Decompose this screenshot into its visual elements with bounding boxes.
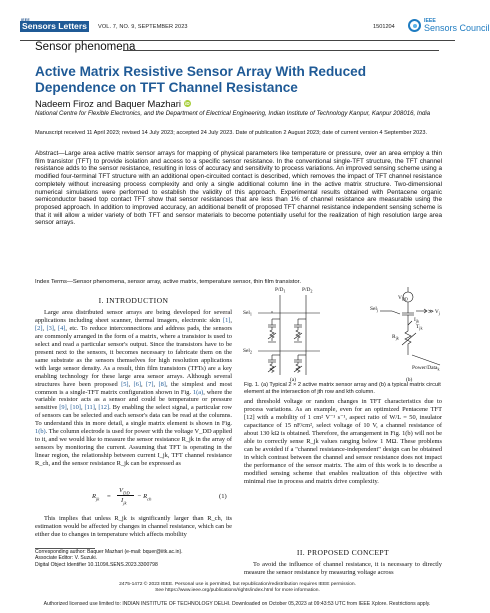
copyright-line: 2475-1472 © 2023 IEEE. Personal use is permitted, but republication/redistribution requires IEEE permission.	[119, 582, 356, 587]
citation-link[interactable]: [10]	[70, 404, 81, 412]
selj-label: Sel$_j$	[370, 306, 379, 313]
citation-link[interactable]: [12]	[98, 404, 110, 412]
affiliation: National Centre for Flexible Electronics, and the Department of Electrical Engineering, Indian Institute of Technology Kanpur, Kanpur 208016, India	[35, 110, 431, 117]
citation-link[interactable]: [7]	[146, 380, 154, 388]
citation-link[interactable]: [1]	[222, 316, 231, 324]
authors: Nadeem Firoz and Baquer Mazhari	[35, 98, 181, 109]
citation-link[interactable]: [4]	[57, 324, 66, 332]
orcid-icon[interactable]: iD	[185, 101, 190, 106]
sensors-council-logo	[408, 16, 490, 36]
sel1-label: Sel$_1$	[243, 310, 252, 317]
copyright-notice	[20, 582, 455, 594]
right-column-paragraph: and threshold voltage or random changes in TFT characteristics due to process variations. As an example, even for an optimized Pentacene TFT [12] with a mobility of 1 cm² V⁻¹ s⁻¹, aspect ratio of W/L = 50, insulator capacitance of 15 nF/cm², select voltage of 10 V, a channel resistance of about 130 kΩ is obtained. Therefore, the arrangement in Fig. 1(b) will not be able to correctly sense R_jk values ranging below 1 MΩ. These problems can be avoided if a "channel resistance-independent" design can be obtained in which contrast between the channel and sensor resistance does not impact the performance of the sensor matrix. The aim of this work is to describe a modified sensing scheme that enables realization of this objective with minimal rise in process and matrix drive complexity.	[244, 398, 442, 485]
footnotes	[35, 549, 230, 568]
abstract: Abstract—Large area active matrix sensor arrays for mapping of physical parameters like temperature or pressure, over an area employ a thin film transistor (TFT) to provide isolation and access to a specific sensor resistance. In the conventional single-TFT structure, the TFT channel resistance adds to the sensor resistance, resulting in loss of accuracy and sensitivity to process variations. An improved sensing scheme using a modified four-terminal TFT structure with an additional open-circuited contact is described, which removes the impact of TFT channel resistance completely without increasing process complexity and only a single additional column line in the active matrix structure. Two-dimensional numerical simulations were performed to establish the validity of this approach. Experimental results obtained with Pentacene organic semiconductor based top contact TFT show that sensor resistances that are less than 1% of channel resistance are measurable using the proposed approach. In addition to improved accuracy, an additional benefit of proposed TFT channel resistance independent sensing scheme is that it will allow a wider variety of both TFT and sensor materials to become potentially useful for the realization of high resolution large area sensor arrays.	[35, 150, 442, 227]
sel2-label: Sel$_2$	[243, 348, 252, 355]
intro-paragraph-1: Large area distributed sensor arrays are being developed for several applications including sheet scanner, thermal imagers, electronic skin [1], [2], [3], [4], etc. To reduce interconnections and address pads, the sensors are commonly arranged in the form of a matrix, where a transistor is used to select and read a particular sensor's output. Since the transistors have to be present next to the sensors, it becomes necessary to fabricate them on the same substrate as the sensors themselves for high resolution applications with large sensor density. As a result, thin film transistors (TFTs) are a key enabling technology for these large area sensor arrays. Although several structures have been proposed [5], [6], [7], [8], the simplest and most common is a single-TFT matrix configuration shown in Fig. 1(a), where the variable resistor acts as a sensor and could be temperature or pressure sensitive [9], [10], [11], [12]. By enabling the select signal, a particular row of sensors can be selected and each sensor's data can be read at the columns. To understand this in more detail, a single matrix element is shown in Fig. 1(b). The column electrode is used for power with the voltage V_DD applied to it, and we would like to measure the sensor resistance R_jk in the array of sensors by monitoring the current. Assuming that TFT is operating in the linear region, the relationship between current I_jk, TFT channel resistance R_ch, and the sensor resistance R_jk can be expressed as	[35, 309, 232, 468]
citation-link[interactable]: [9]	[59, 404, 67, 412]
citation-link[interactable]: [3]	[46, 324, 54, 332]
corresponding-author: Corresponding author: Baquer Mazhari (e-mail: bquer@iitk.ac.in).	[35, 549, 183, 555]
journal-header	[20, 18, 490, 39]
vj-label: ≫ $V_j$	[428, 309, 440, 316]
section-divider	[123, 50, 439, 51]
council-prefix: IEEE	[424, 18, 436, 24]
index-terms: Index Terms—Sensor phenomena, sensor array, active matrix, temperature sensor, thin film transistor.	[35, 279, 301, 285]
intro-heading: I. INTRODUCTION	[98, 296, 169, 305]
figure-1a-label: (a)	[290, 377, 296, 383]
author-line	[35, 98, 191, 109]
tjk-label: $T_{jk}$	[416, 324, 423, 331]
journal-prefix: IEEE	[21, 18, 30, 22]
doi[interactable]: Digital Object Identifier 10.1109/LSENS.2023.3300798	[35, 561, 158, 568]
citation-link[interactable]: [5]	[121, 380, 129, 388]
proposed-concept-paragraph: To avoid the influence of channel resistance, it is necessary to directly measure the sensor resistance by measuring voltage across	[244, 561, 442, 576]
power-data-label: Power/Data$_k$	[412, 365, 440, 372]
council-name: Sensors Council	[424, 23, 490, 33]
download-notice: Authorized licensed use limited to: INDIAN INSTITUTE OF TECHNOLOGY DELHI. Downloaded on October 05,2023 at 09:43:53 UTC from IEEE Xplore. Restrictions apply.	[43, 601, 431, 607]
figure-caption: Fig. 1. (a) Typical 2 × 2 active matrix sensor array and (b) a typical matrix circuit element at the intersection of jth row and kth column.	[244, 382, 441, 395]
page-id: 1501204	[373, 24, 395, 30]
section-label: Sensor phenomena	[35, 41, 136, 53]
proposed-concept-heading: II. PROPOSED CONCEPT	[296, 548, 390, 557]
associate-editor: Associate Editor: V. Suzuki.	[35, 555, 98, 562]
ijk-label: $I_{jk}$	[414, 317, 420, 324]
figure-link[interactable]: 1(b)	[35, 428, 46, 436]
figure-1	[240, 283, 454, 381]
paper-title: Active Matrix Resistive Sensor Array With Reduced Dependence on TFT Channel Resistance	[35, 64, 367, 95]
pd1-label: $P/D_1$	[275, 287, 286, 294]
figure-1a-matrix	[258, 295, 320, 375]
sensors-council-icon	[408, 19, 421, 32]
pd2-label: $P/D_2$	[302, 287, 313, 294]
figure-1b-label: (b)	[406, 377, 413, 383]
vdd-label: $V_{DD}$	[398, 295, 408, 302]
citation-link[interactable]: [2]	[35, 324, 43, 332]
rjk-label: $R_{jk}$	[392, 334, 399, 341]
citation-link[interactable]: [6]	[133, 380, 141, 388]
manuscript-dates: Manuscript received 11 April 2023; revised 14 July 2023; accepted 24 July 2023. Date of publication 2 August 2023; date of current version 4 September 2023.	[35, 130, 428, 136]
citation-link[interactable]: [8]	[158, 380, 166, 388]
issue-info: VOL. 7, NO. 9, SEPTEMBER 2023	[98, 24, 188, 30]
rights-link[interactable]: See https://www.ieee.org/publications/rights/index.html for more information.	[155, 588, 320, 594]
journal-logo-text: Sensors Letters	[22, 21, 87, 31]
sensors-letters-logo	[20, 18, 89, 32]
citation-link[interactable]: [11]	[84, 404, 95, 412]
intro-paragraph-2: This implies that unless R_jk is significantly larger than R_ch, its estimation would be affected by changes in channel resistance, which can be either due to changes in temperature which affects mobility	[35, 515, 232, 538]
figure-link[interactable]: 1(a)	[192, 388, 204, 396]
figure-1b-element	[380, 287, 440, 365]
